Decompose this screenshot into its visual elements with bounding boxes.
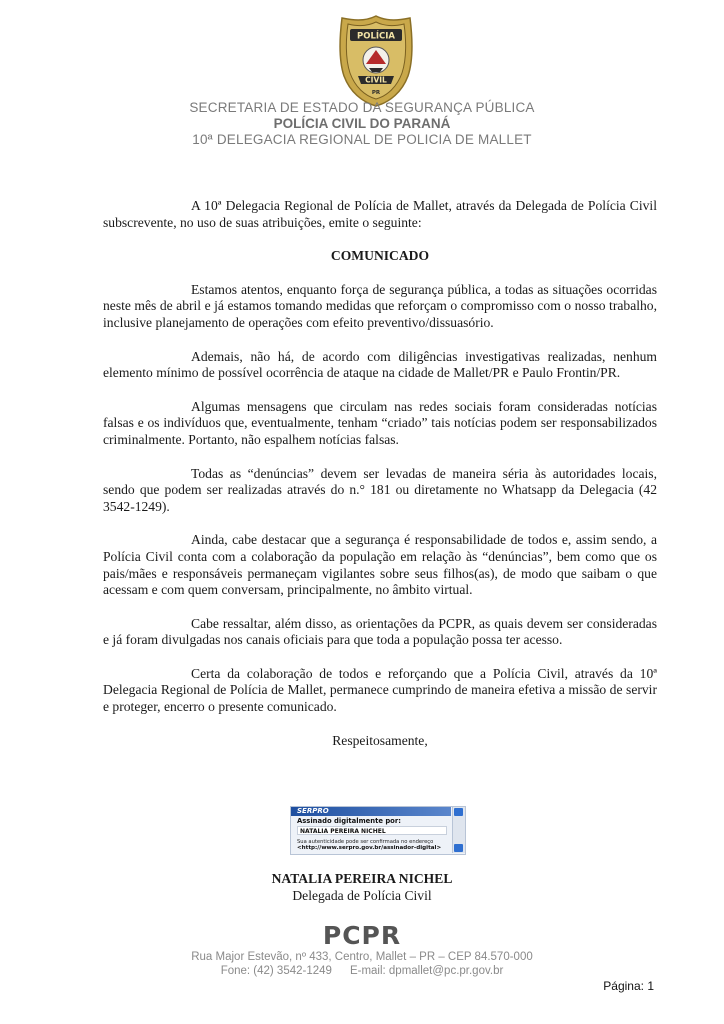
svg-text:PR: PR — [371, 90, 381, 96]
document-title: COMUNICADO — [330, 248, 430, 264]
body-paragraph: Algumas mensagens que circulam nas redes sociais foram consideradas notícias falsas e os indivíduos que, eventualmente, tenham “criado” tais notícias podem ser responsabilizados criminalmente. Portanto, não espalhem notícias falsas. — [103, 398, 657, 447]
letterhead-policia-civil: POLÍCIA CIVIL DO PARANÁ — [273, 116, 451, 131]
letterhead-secretaria: SECRETARIA DE ESTADO DA SEGURANÇA PÚBLICA — [189, 100, 535, 115]
body-paragraph: Estamos atentos, enquanto força de segurança pública, a todas as situações ocorridas neste mês de abril e já estamos tomando medidas que reforçam o compromisso com o nosso trabalho, inclusive planejamento de operações com efeito preventivo/dissuasório. — [103, 281, 657, 330]
svg-text:POLÍCIA: POLÍCIA — [356, 31, 396, 42]
body-paragraph: Ademais, não há, de acordo com diligências investigativas realizadas, nenhum elemento mínimo de possível ocorrência de ataque na cidade de Mallet/PR e Paulo Frontin/PR. — [103, 348, 657, 381]
signed-by-label: Assinado digitalmente por: — [297, 817, 401, 825]
letterhead-delegacia: 10ª DELEGACIA REGIONAL DE POLICIA DE MALLET — [192, 132, 532, 147]
intro-paragraph: A 10ª Delegacia Regional de Polícia de Mallet, através da Delegada de Polícia Civil subscrevente, no uso de suas atribuições, emite o seguinte: — [103, 198, 657, 230]
body-paragraph: Certa da colaboração de todos e reforçando que a Polícia Civil, através da 10ª Delegacia Regional de Polícia de Mallet, permanece cumprindo de maneira efetiva a missão de servir e proteger, encerro o presente comunicado. — [103, 665, 657, 715]
page-number: Página: 1 — [603, 979, 654, 993]
scroll-down-icon — [454, 844, 463, 852]
footer-email: E-mail: dpmallet@pc.pr.gov.br — [349, 965, 504, 977]
signer-name: NATALIA PEREIRA NICHEL — [271, 871, 453, 886]
letterhead — [0, 100, 724, 148]
verify-url: <http://www.serpro.gov.br/assinador-digital> — [297, 845, 442, 851]
footer — [0, 950, 724, 978]
pcpr-logo: PCPR — [322, 921, 402, 950]
signature-signer-name: NATALIA PEREIRA NICHEL — [297, 826, 447, 835]
serpro-logo: SERPRO — [297, 807, 329, 815]
svg-text:CIVIL: CIVIL — [365, 75, 387, 85]
signer-block — [0, 870, 724, 904]
digital-signature-stamp — [290, 806, 466, 855]
footer-contact — [0, 964, 724, 978]
verify-text: Sua autenticidade pode ser confirmada no endereço — [297, 839, 434, 845]
signer-role: Delegada de Polícia Civil — [292, 888, 432, 903]
scroll-up-icon — [454, 808, 463, 816]
closing-salutation: Respeitosamente, — [332, 732, 428, 748]
body-paragraph: Todas as “denúncias” devem ser levadas de maneira séria às autoridades locais, sendo que podem ser realizadas através do n.° 181 ou diretamente no Whatsapp da Delegacia (42 3542-1249). — [103, 465, 657, 514]
signature-scrollbar — [452, 807, 465, 853]
footer-address: Rua Major Estevão, nº 433, Centro, Mallet – PR – CEP 84.570-000 — [191, 951, 533, 963]
letter-body — [103, 198, 657, 749]
body-paragraph: Ainda, cabe destacar que a segurança é responsabilidade de todos e, assim sendo, a Polícia Civil conta com a colaboração da população em relação às “denúncias”, bem como que os pais/mães e responsáveis permaneçam vigilantes sobre seus filhos(as), de modo que saibam o que acessam e com quem conversam, principalmente, no âmbito virtual. — [103, 532, 657, 598]
policia-civil-badge-icon — [336, 14, 416, 108]
footer-phone: Fone: (42) 3542-1249 — [220, 965, 332, 977]
body-paragraph: Cabe ressaltar, além disso, as orientações da PCPR, as quais devem ser consideradas e já foram divulgadas nos canais oficiais para que toda a população possa ter acesso. — [103, 615, 657, 648]
